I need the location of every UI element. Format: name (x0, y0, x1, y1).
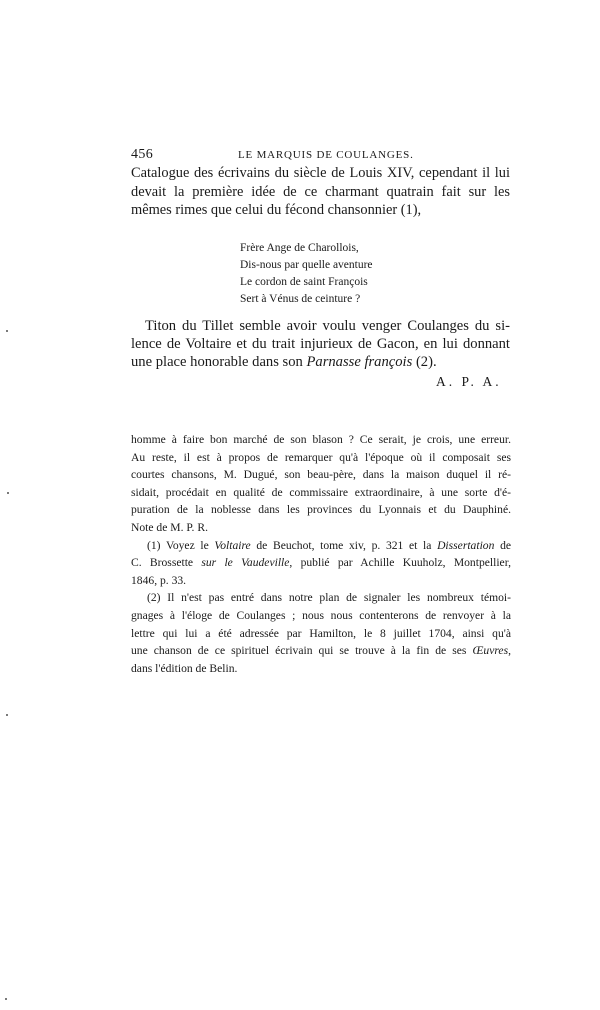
page-header (131, 147, 511, 165)
footnote-text: de (494, 538, 512, 552)
footnote-2-line (131, 642, 511, 660)
footnote-continuation-line: Note de M. P. R. (131, 520, 208, 534)
book-title-parnasse: Parnasse françois (306, 354, 413, 370)
footnote-1-line (131, 554, 511, 572)
scan-speck (5, 998, 7, 1000)
paragraph-1-line: devait la première idée de ce charmant quatrain fait sur les (131, 183, 510, 200)
footnote-1-line (131, 537, 511, 555)
footnote-2-line: (2) Il n'est pas entré dans notre plan de signaler les nombreux témoi- (147, 591, 511, 605)
verse-line: Sert à Vénus de ceinture ? (240, 293, 361, 305)
footnote-text: de Beuchot, tome xiv, p. 321 et la (250, 538, 438, 552)
footnote-continuation-line: sidait, procédait en qualité de commissaire extraordinaire, à une sorte d'é- (131, 485, 511, 499)
scan-speck (7, 492, 9, 494)
footnote-1-line: 1846, p. 33. (131, 573, 187, 587)
paragraph-1-line: mêmes rimes que celui du fécond chansonnier (1), (131, 202, 422, 218)
book-title: Dissertation (437, 538, 495, 552)
page-number: 456 (131, 147, 154, 162)
book-title: Voltaire (214, 538, 251, 552)
paragraph-1 (131, 164, 510, 220)
footnote-text: , publié par Achille Kuuholz, Montpellier, (289, 556, 511, 570)
paragraph-2-line (131, 353, 510, 371)
book-title: sur le Vaudeville (201, 556, 290, 570)
verse-line: Frère Ange de Charollois, (240, 242, 359, 254)
paragraph-1-line: Catalogue des écrivains du siècle de Louis XIV, cependant il lui (131, 165, 510, 181)
verse-line: Dis-nous par quelle aventure (240, 259, 373, 271)
scan-speck (6, 330, 8, 332)
footnote-continuation-line: Au reste, il est à propos de remarquer qu'à l'époque où il composait ses (131, 450, 511, 464)
paragraph-2 (131, 317, 510, 371)
footnote-2-line: lettre qui lui a été adressée par Hamilton, le 8 juillet 1704, ainsi qu'à (131, 626, 511, 640)
author-signature: A. P. A. (436, 374, 502, 389)
paragraph-2-text: une place honorable dans son (131, 354, 307, 370)
footnote-continuation-line: homme à faire bon marché de son blason ? Ce serait, je crois, une erreur. (131, 433, 511, 446)
scan-speck (6, 714, 8, 716)
footnote-text: C. Brossette (131, 556, 202, 570)
footnote-text: une chanson de ce spirituel écrivain qui se trouve à la fin de ses (131, 644, 473, 658)
footnote-ref-2: (2). (412, 354, 437, 370)
verse-line: Le cordon de saint François (240, 276, 368, 288)
paragraph-2-line: Titon du Tillet semble avoir voulu venger Coulanges du si- (145, 318, 510, 334)
footnote-2-line: dans l'édition de Belin. (131, 661, 238, 675)
running-title: LE MARQUIS DE COULANGES. (238, 149, 414, 161)
footnote-text: , (508, 644, 511, 658)
paragraph-2-line: lence de Voltaire et du trait injurieux de Gacon, en lui donnant (131, 336, 510, 352)
book-title-oeuvres: Œuvres (472, 644, 509, 658)
footnote-text: (1) Voyez le (147, 538, 215, 552)
footnote-2-line: gnages à l'éloge de Coulanges ; nous nous contenterons de renvoyer à la (131, 608, 511, 622)
footnote-continuation-line: courtes chansons, M. Dugué, son beau-père, dans la maison duquel il ré- (131, 468, 511, 482)
footnote-continuation-line: puration de la noblesse dans les provinces du Lyonnais et du Dauphiné. (131, 503, 511, 517)
quatrain (240, 240, 373, 308)
footnotes (131, 431, 511, 677)
